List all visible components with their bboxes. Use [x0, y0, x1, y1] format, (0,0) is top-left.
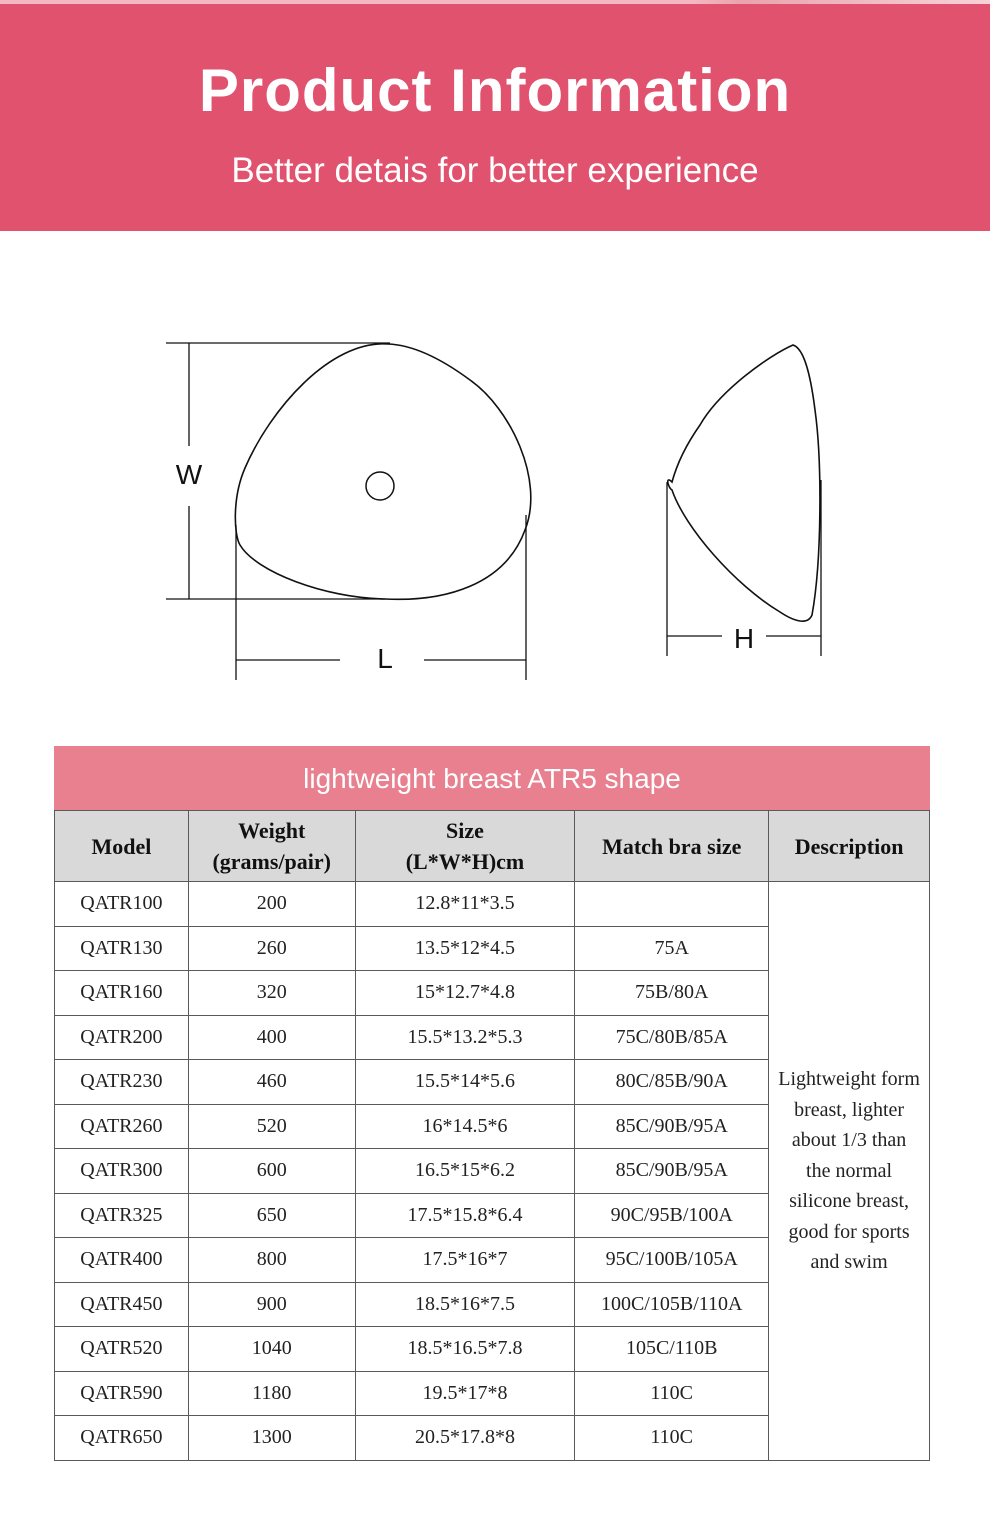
cell-weight: 200 — [188, 882, 355, 927]
cell-weight: 1180 — [188, 1371, 355, 1416]
cell-size: 15.5*13.2*5.3 — [355, 1015, 575, 1060]
cell-size: 17.5*16*7 — [355, 1238, 575, 1283]
description-line: about 1/3 than — [791, 1129, 907, 1151]
cell-size: 15*12.7*4.8 — [355, 971, 575, 1016]
cell-weight: 600 — [188, 1149, 355, 1194]
dimension-drawing — [0, 320, 990, 700]
width-label: W — [175, 459, 203, 490]
cell-weight: 520 — [188, 1104, 355, 1149]
cell-bra-size: 110C — [575, 1371, 769, 1416]
cell-weight: 260 — [188, 926, 355, 971]
cell-weight: 400 — [188, 1015, 355, 1060]
header-weight-line2: (grams/pair) — [212, 849, 331, 874]
cell-size: 19.5*17*8 — [355, 1371, 575, 1416]
page-title: Product Information — [198, 57, 792, 124]
dimension-diagram — [0, 320, 990, 700]
cell-weight: 650 — [188, 1193, 355, 1238]
cell-model: QATR300 — [55, 1149, 189, 1194]
page-subtitle: Better detais for better experience — [231, 151, 759, 190]
table-row — [55, 882, 930, 927]
cell-bra-size: 110C — [575, 1416, 769, 1461]
cell-description — [769, 882, 930, 1461]
cell-size: 15.5*14*5.6 — [355, 1060, 575, 1105]
header-size-line1: Size — [446, 818, 484, 843]
cell-bra-size: 75B/80A — [575, 971, 769, 1016]
header-bra-size: Match bra size — [575, 811, 769, 882]
table-caption: lightweight breast ATR5 shape — [55, 747, 930, 811]
table-caption-row — [55, 747, 930, 811]
header-weight — [188, 811, 355, 882]
cell-bra-size: 80C/85B/90A — [575, 1060, 769, 1105]
cell-model: QATR260 — [55, 1104, 189, 1149]
cell-model: QATR590 — [55, 1371, 189, 1416]
table-header-row — [55, 811, 930, 882]
cell-model: QATR100 — [55, 882, 189, 927]
table-body — [55, 882, 930, 1461]
side-view-outline — [668, 345, 820, 621]
cell-model: QATR130 — [55, 926, 189, 971]
cell-model: QATR160 — [55, 971, 189, 1016]
cell-size: 16.5*15*6.2 — [355, 1149, 575, 1194]
cell-weight: 900 — [188, 1282, 355, 1327]
cell-bra-size: 75A — [575, 926, 769, 971]
cell-weight: 320 — [188, 971, 355, 1016]
cell-model: QATR400 — [55, 1238, 189, 1283]
cell-model: QATR650 — [55, 1416, 189, 1461]
cell-size: 13.5*12*4.5 — [355, 926, 575, 971]
cell-model: QATR200 — [55, 1015, 189, 1060]
length-label: L — [377, 643, 393, 674]
header-size — [355, 811, 575, 882]
cell-size: 20.5*17.8*8 — [355, 1416, 575, 1461]
cell-model: QATR325 — [55, 1193, 189, 1238]
description-line: Lightweight form — [778, 1068, 920, 1090]
cell-weight: 1040 — [188, 1327, 355, 1372]
cell-bra-size: 95C/100B/105A — [575, 1238, 769, 1283]
cell-weight: 1300 — [188, 1416, 355, 1461]
cell-model: QATR450 — [55, 1282, 189, 1327]
cell-model: QATR520 — [55, 1327, 189, 1372]
cell-size: 18.5*16.5*7.8 — [355, 1327, 575, 1372]
cell-model: QATR230 — [55, 1060, 189, 1105]
description-line: and swim — [810, 1251, 888, 1273]
cell-bra-size: 90C/95B/100A — [575, 1193, 769, 1238]
header-model: Model — [55, 811, 189, 882]
cell-bra-size: 75C/80B/85A — [575, 1015, 769, 1060]
description-line: good for sports — [788, 1220, 910, 1243]
description-line: breast, lighter — [794, 1098, 905, 1121]
cell-bra-size: 85C/90B/95A — [575, 1149, 769, 1194]
header-description: Description — [769, 811, 930, 882]
description-line: silicone breast, — [789, 1190, 910, 1212]
cell-bra-size — [575, 882, 769, 927]
cell-size: 16*14.5*6 — [355, 1104, 575, 1149]
cell-weight: 460 — [188, 1060, 355, 1105]
cell-bra-size: 100C/105B/110A — [575, 1282, 769, 1327]
header-weight-line1: Weight — [238, 818, 306, 843]
cell-size: 18.5*16*7.5 — [355, 1282, 575, 1327]
cell-size: 12.8*11*3.5 — [355, 882, 575, 927]
description-line: the normal — [806, 1159, 893, 1182]
front-view-center-circle — [366, 472, 394, 500]
spec-table — [54, 746, 930, 1461]
cell-bra-size: 105C/110B — [575, 1327, 769, 1372]
height-label: H — [733, 623, 755, 654]
header-banner — [0, 4, 990, 231]
cell-size: 17.5*15.8*6.4 — [355, 1193, 575, 1238]
cell-weight: 800 — [188, 1238, 355, 1283]
cell-bra-size: 85C/90B/95A — [575, 1104, 769, 1149]
header-size-line2: (L*W*H)cm — [405, 849, 525, 874]
